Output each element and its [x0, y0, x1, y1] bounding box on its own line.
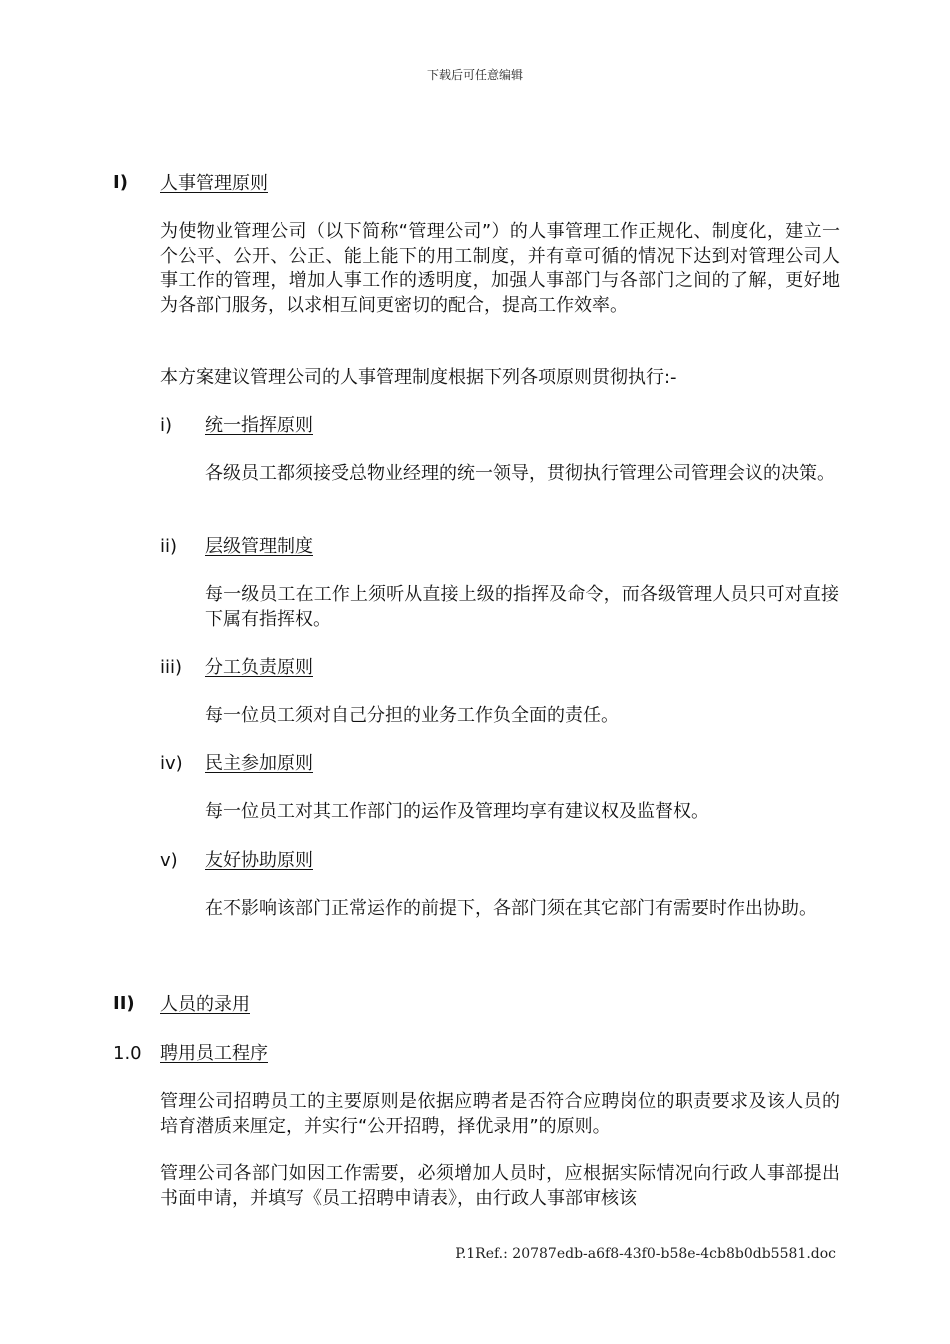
principle-1-number: i) [160, 415, 173, 436]
section-2-number: II) [113, 993, 135, 1014]
principle-5-body: 在不影响该部门正常运作的前提下，各部门须在其它部门有需要时作出协助。 [205, 898, 817, 919]
recruitment-paragraph-2: 管理公司各部门如因工作需要，必须增加人员时，应根据实际情况向行政人事部提出书面申请，并填写《员工招聘申请表》，由行政人事部审核该 [160, 1163, 840, 1209]
principle-2-number: ii) [160, 536, 178, 557]
section-1-number: I) [113, 172, 128, 193]
principle-2-title: 层级管理制度 [205, 536, 313, 557]
principle-1-title: 统一指挥原则 [205, 415, 313, 436]
principle-3-title: 分工负责原则 [205, 657, 313, 678]
section-2-title: 人员的录用 [160, 994, 250, 1015]
principle-5-number: v) [160, 850, 178, 871]
section-1-intro: 为使物业管理公司（以下简称“管理公司”）的人事管理工作正规化、制度化，建立一个公平、公开、公正、能上能下的用工制度，并有章可循的情况下达到对管理公司人事工作的管理，增加人事工作的透明度，加强人事部门与各部门之间的了解，更好地为各部门服务，以求相互间更密切的配合，提高工作效率。 [160, 221, 840, 316]
header-note: 下载后可任意编辑 [426, 68, 523, 82]
subsection-1-title: 聘用员工程序 [160, 1043, 268, 1064]
principle-5-title: 友好协助原则 [205, 850, 313, 871]
subsection-1-number: 1.0 [113, 1043, 142, 1064]
principle-3-body: 每一位员工须对自己分担的业务工作负全面的责任。 [205, 705, 619, 726]
principle-3-number: iii) [160, 657, 183, 678]
principle-4-number: iv) [160, 753, 183, 774]
principle-1-body: 各级员工都须接受总物业经理的统一领导，贯彻执行管理公司管理会议的决策。 [205, 463, 835, 484]
section-1-lead: 本方案建议管理公司的人事管理制度根据下列各项原则贯彻执行:- [160, 367, 677, 388]
recruitment-paragraph-1: 管理公司招聘员工的主要原则是依据应聘者是否符合应聘岗位的职责要求及该人员的培育潜质来厘定，并实行“公开招聘，择优录用”的原则。 [160, 1091, 840, 1137]
principle-4-title: 民主参加原则 [205, 753, 313, 774]
principle-2-body: 每一级员工在工作上须听从直接上级的指挥及命令，而各级管理人员只可对直接下属有指挥权。 [205, 584, 839, 630]
footer-reference: P.1Ref.: 20787edb-a6f8-43f0-b58e-4cb8b0db5581.doc [455, 1246, 836, 1262]
principle-4-body: 每一位员工对其工作部门的运作及管理均享有建议权及监督权。 [205, 801, 709, 822]
section-1-title: 人事管理原则 [160, 173, 268, 194]
